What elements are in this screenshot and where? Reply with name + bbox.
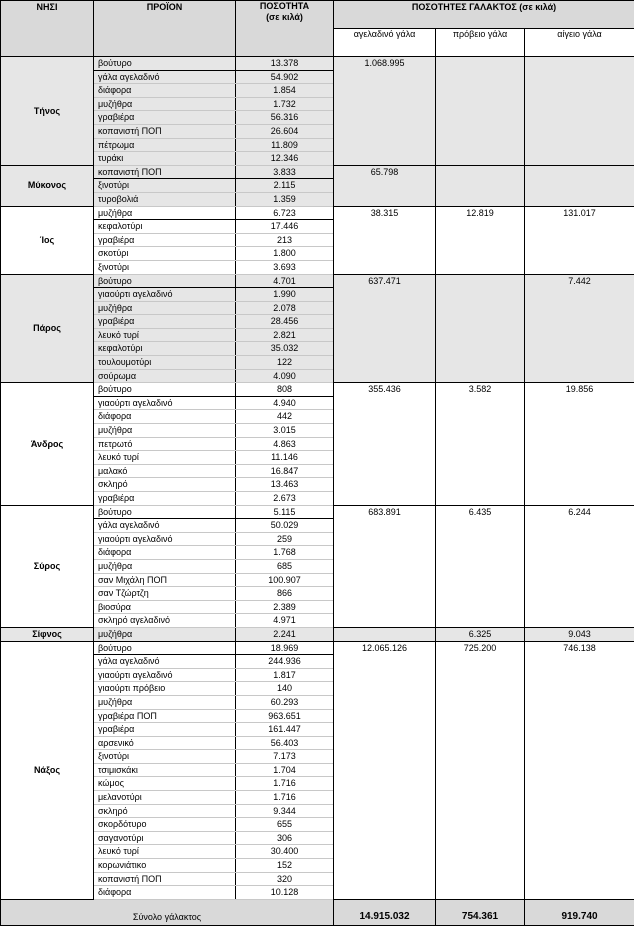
product-quantity: 60.293: [236, 695, 334, 709]
cow-milk-value: 1.068.995: [334, 57, 436, 166]
cow-milk-value: 65.798: [334, 165, 436, 206]
header-island: ΝΗΣΙ: [1, 1, 94, 57]
goat-milk-value: 746.138: [525, 641, 634, 899]
product-quantity: 3.833: [236, 165, 334, 179]
product-quantity: 16.847: [236, 464, 334, 478]
product-name: αρσενικό: [94, 736, 236, 750]
product-name: σκληρό: [94, 804, 236, 818]
product-quantity: 3.693: [236, 260, 334, 274]
product-name: βούτυρο: [94, 274, 236, 288]
product-quantity: 4.090: [236, 369, 334, 383]
product-quantity: 2.241: [236, 627, 334, 641]
product-quantity: 320: [236, 872, 334, 886]
product-name: τσιμισκάκι: [94, 763, 236, 777]
table-row: [1, 383, 634, 397]
product-name: κώμος: [94, 777, 236, 791]
product-quantity: 259: [236, 532, 334, 546]
product-name: γραβιέρα: [94, 315, 236, 329]
goat-milk-value: 9.043: [525, 627, 634, 641]
product-quantity: 244.936: [236, 655, 334, 669]
product-name: γιαούρτι αγελαδινό: [94, 532, 236, 546]
island-name: Μύκονος: [1, 165, 94, 206]
header-quantity: [236, 1, 334, 57]
cow-milk-value: 38.315: [334, 206, 436, 274]
product-quantity: 100.907: [236, 573, 334, 587]
product-name: λευκό τυρί: [94, 451, 236, 465]
island-name: Ίος: [1, 206, 94, 274]
product-name: διάφορα: [94, 410, 236, 424]
product-name: μυζήθρα: [94, 627, 236, 641]
product-quantity: 54.902: [236, 70, 334, 84]
product-name: τυροβολιά: [94, 192, 236, 206]
product-name: σαν Μιχάλη ΠΟΠ: [94, 573, 236, 587]
product-name: βούτυρο: [94, 57, 236, 71]
product-name: γιαούρτι αγελαδινό: [94, 288, 236, 302]
product-name: σαν Τζώρτζη: [94, 587, 236, 601]
product-name: βούτυρο: [94, 383, 236, 397]
product-quantity: 10.128: [236, 886, 334, 900]
product-quantity: 1.990: [236, 288, 334, 302]
sheep-milk-value: 6.325: [436, 627, 525, 641]
product-name: σκορδότυρο: [94, 818, 236, 832]
product-quantity: 2.673: [236, 492, 334, 506]
table-row: [1, 274, 634, 288]
product-name: γιαούρτι αγελαδινό: [94, 668, 236, 682]
island-name: Νάξος: [1, 641, 94, 899]
product-name: πετρωτό: [94, 437, 236, 451]
product-quantity: 3.015: [236, 424, 334, 438]
table-row: [1, 505, 634, 519]
product-quantity: 2.389: [236, 600, 334, 614]
sheep-milk-value: 12.819: [436, 206, 525, 274]
product-name: σκληρό αγελαδινό: [94, 614, 236, 628]
product-quantity: 1.716: [236, 791, 334, 805]
table-row: [1, 206, 634, 220]
product-quantity: 1.716: [236, 777, 334, 791]
product-name: μυζήθρα: [94, 301, 236, 315]
goat-milk-value: 7.442: [525, 274, 634, 383]
table-row: [1, 627, 634, 641]
product-quantity: 161.447: [236, 723, 334, 737]
product-name: μυζήθρα: [94, 695, 236, 709]
product-name: μαλακό: [94, 464, 236, 478]
product-quantity: 13.378: [236, 57, 334, 71]
product-quantity: 5.115: [236, 505, 334, 519]
table-row: [1, 641, 634, 655]
product-quantity: 2.115: [236, 179, 334, 193]
product-name: βούτυρο: [94, 505, 236, 519]
product-name: σκοτύρι: [94, 247, 236, 261]
product-name: βούτυρο: [94, 641, 236, 655]
product-name: ξινοτύρι: [94, 179, 236, 193]
product-quantity: 4.701: [236, 274, 334, 288]
product-name: τυράκι: [94, 152, 236, 166]
table-body: [1, 57, 634, 926]
product-quantity: 306: [236, 831, 334, 845]
goat-milk-value: 131.017: [525, 206, 634, 274]
island-name: Πάρος: [1, 274, 94, 383]
product-quantity: 655: [236, 818, 334, 832]
product-name: μυζήθρα: [94, 424, 236, 438]
product-quantity: 963.651: [236, 709, 334, 723]
product-name: λευκό τυρί: [94, 328, 236, 342]
cow-milk-value: 355.436: [334, 383, 436, 505]
product-name: διάφορα: [94, 886, 236, 900]
product-name: κορωνιάτικο: [94, 859, 236, 873]
product-quantity: 30.400: [236, 845, 334, 859]
product-quantity: 4.863: [236, 437, 334, 451]
header-goat-milk: αίγειο γάλα: [525, 29, 634, 57]
total-cow-milk: 14.915.032: [334, 899, 436, 925]
product-name: σκληρό: [94, 478, 236, 492]
product-quantity: 1.854: [236, 84, 334, 98]
product-quantity: 17.446: [236, 220, 334, 234]
product-quantity: 12.346: [236, 152, 334, 166]
product-quantity: 442: [236, 410, 334, 424]
product-quantity: 4.940: [236, 396, 334, 410]
header-cow-milk: αγελαδινό γάλα: [334, 29, 436, 57]
product-quantity: 1.732: [236, 97, 334, 111]
product-name: μυζήθρα: [94, 97, 236, 111]
product-quantity: 28.456: [236, 315, 334, 329]
product-name: μυζήθρα: [94, 559, 236, 573]
header-quantity-text: ΠΟΣΟΤΗΤΑ (σε κιλά): [260, 1, 309, 22]
product-name: μελανοτύρι: [94, 791, 236, 805]
product-name: γραβιέρα: [94, 233, 236, 247]
product-name: διάφορα: [94, 546, 236, 560]
product-name: πέτρωμα: [94, 138, 236, 152]
product-quantity: 1.359: [236, 192, 334, 206]
product-quantity: 152: [236, 859, 334, 873]
product-quantity: 9.344: [236, 804, 334, 818]
product-quantity: 122: [236, 356, 334, 370]
product-name: γραβιέρα: [94, 492, 236, 506]
product-name: λευκό τυρί: [94, 845, 236, 859]
product-name: γάλα αγελαδινό: [94, 655, 236, 669]
island-name: Σίφνος: [1, 627, 94, 641]
product-quantity: 50.029: [236, 519, 334, 533]
sheep-milk-value: 3.582: [436, 383, 525, 505]
product-name: διάφορα: [94, 84, 236, 98]
product-quantity: 808: [236, 383, 334, 397]
goat-milk-value: 19.856: [525, 383, 634, 505]
product-quantity: 4.971: [236, 614, 334, 628]
product-name: γιαούρτι αγελαδινό: [94, 396, 236, 410]
product-name: κεφαλοτύρι: [94, 220, 236, 234]
total-label: Σύνολο γάλακτος: [1, 899, 334, 925]
product-quantity: 685: [236, 559, 334, 573]
sheep-milk-value: [436, 274, 525, 383]
sheep-milk-value: [436, 165, 525, 206]
cow-milk-value: [334, 627, 436, 641]
product-name: γραβιέρα: [94, 723, 236, 737]
product-name: σαγανοτύρι: [94, 831, 236, 845]
product-name: βιοσύρα: [94, 600, 236, 614]
sheep-milk-value: 725.200: [436, 641, 525, 899]
product-quantity: 1.800: [236, 247, 334, 261]
table-row: [1, 57, 634, 71]
product-quantity: 13.463: [236, 478, 334, 492]
product-quantity: 1.817: [236, 668, 334, 682]
product-name: γραβιέρα ΠΟΠ: [94, 709, 236, 723]
product-name: γάλα αγελαδινό: [94, 70, 236, 84]
product-name: τουλουμοτύρι: [94, 356, 236, 370]
island-name: Σύρος: [1, 505, 94, 627]
product-name: κοπανιστή ΠΟΠ: [94, 124, 236, 138]
product-quantity: 18.969: [236, 641, 334, 655]
cow-milk-value: 12.065.126: [334, 641, 436, 899]
product-quantity: 11.146: [236, 451, 334, 465]
product-quantity: 140: [236, 682, 334, 696]
header-product: ΠΡΟΪΟΝ: [94, 1, 236, 57]
product-name: κοπανιστή ΠΟΠ: [94, 165, 236, 179]
product-quantity: 2.078: [236, 301, 334, 315]
product-name: γραβιέρα: [94, 111, 236, 125]
product-name: γάλα αγελαδινό: [94, 519, 236, 533]
product-quantity: 7.173: [236, 750, 334, 764]
product-name: γιαούρτι πρόβειο: [94, 682, 236, 696]
sheep-milk-value: 6.435: [436, 505, 525, 627]
table-row: [1, 165, 634, 179]
product-quantity: 35.032: [236, 342, 334, 356]
island-name: Άνδρος: [1, 383, 94, 505]
product-quantity: 866: [236, 587, 334, 601]
goat-milk-value: [525, 57, 634, 166]
product-name: σούρωμα: [94, 369, 236, 383]
header-sheep-milk: πρόβειο γάλα: [436, 29, 525, 57]
goat-milk-value: 6.244: [525, 505, 634, 627]
cow-milk-value: 683.891: [334, 505, 436, 627]
product-name: κεφαλοτύρι: [94, 342, 236, 356]
product-name: ξινοτύρι: [94, 750, 236, 764]
header-milk-group: ΠΟΣΟΤΗΤΕΣ ΓΑΛΑΚΤΟΣ (σε κιλά): [334, 1, 634, 29]
product-name: ξινοτύρι: [94, 260, 236, 274]
product-quantity: 11.809: [236, 138, 334, 152]
total-sheep-milk: 754.361: [436, 899, 525, 925]
product-name: κοπανιστή ΠΟΠ: [94, 872, 236, 886]
product-quantity: 213: [236, 233, 334, 247]
island-name: Τήνος: [1, 57, 94, 166]
product-name: μυζήθρα: [94, 206, 236, 220]
product-quantity: 6.723: [236, 206, 334, 220]
product-quantity: 56.316: [236, 111, 334, 125]
product-quantity: 26.604: [236, 124, 334, 138]
product-quantity: 56.403: [236, 736, 334, 750]
product-quantity: 1.704: [236, 763, 334, 777]
product-quantity: 1.768: [236, 546, 334, 560]
product-quantity: 2.821: [236, 328, 334, 342]
total-goat-milk: 919.740: [525, 899, 634, 925]
total-row: [1, 899, 634, 925]
sheep-milk-value: [436, 57, 525, 166]
cow-milk-value: 637.471: [334, 274, 436, 383]
goat-milk-value: [525, 165, 634, 206]
